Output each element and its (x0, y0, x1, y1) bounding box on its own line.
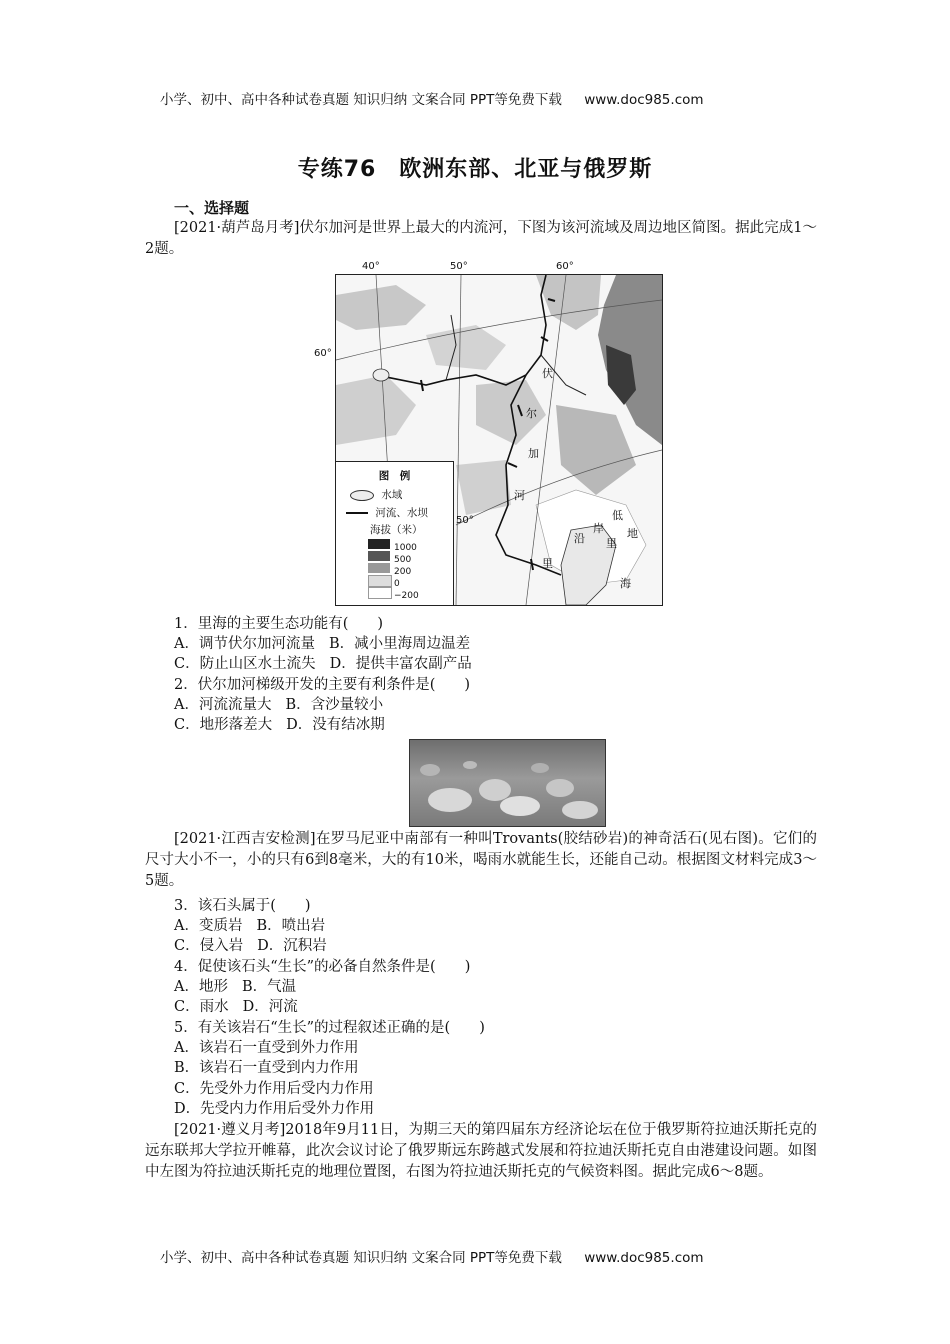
q3-option-c[interactable]: C．侵入岩 (174, 938, 244, 954)
map-legend (336, 461, 454, 605)
lowland-char-3: 低 (612, 509, 623, 522)
q2-option-d[interactable]: D．没有结冰期 (286, 717, 385, 733)
elevation-scale (368, 539, 453, 599)
page-header (160, 88, 704, 108)
footer-text: 小学、初中、高中各种试卷真题 知识归纳 文案合同 PPT等免费下载 (160, 1250, 562, 1266)
elev-swatch-500 (368, 551, 390, 561)
intro-paragraph-1: [2021·葫芦岛月考]伏尔加河是世界上最大的内流河，下图为该河流域及周边地区简图。据此完成1～2题。 (145, 220, 817, 257)
q4-option-a[interactable]: A．地形 (174, 979, 228, 995)
q3-stem: 3．该石头属于( ) (174, 898, 311, 914)
q5-option-b[interactable]: B．该岩石一直受到内力作用 (174, 1060, 359, 1076)
water-swatch (350, 490, 374, 501)
river-swatch (346, 512, 368, 514)
q5-option-a[interactable]: A．该岩石一直受到外力作用 (174, 1040, 359, 1056)
sea-char-2: 海 (620, 577, 631, 590)
lowland-char-2: 岸 (593, 522, 604, 535)
elev-swatch-1000 (368, 539, 390, 549)
q3-options-row1 (174, 916, 339, 936)
intro-paragraph-3: [2021·遵义月考]2018年9月11日，为期三天的第四届东方经济论坛在位于俄罗斯符拉迪沃斯托克的远东联邦大学拉开帷幕，此次会议讨论了俄罗斯远东跨越式发展和符拉迪沃斯托克自由港建设问题。如图中左图为符拉迪沃斯托克的地理位置图，右图为符拉迪沃斯托克的气候资料图。据此完成6～8题。 (145, 1122, 817, 1180)
q1-options-row2 (174, 654, 486, 674)
legend-river: 河流、水坝 (375, 507, 428, 519)
lon-50-label: 50° (450, 261, 468, 272)
page-footer (160, 1246, 704, 1266)
q3-option-d[interactable]: D．沉积岩 (257, 938, 327, 954)
q2-options-row2 (174, 715, 399, 735)
q2-option-c[interactable]: C．地形落差大 (174, 717, 273, 733)
q3-option-b[interactable]: B．喷出岩 (256, 918, 326, 934)
q1-option-d[interactable]: D．提供丰富农副产品 (329, 656, 472, 672)
q5-option-d[interactable]: D．先受内力作用后受外力作用 (174, 1101, 375, 1117)
q4-option-d[interactable]: D．河流 (242, 999, 298, 1015)
river-label-char-1: 伏 (542, 367, 553, 380)
page-title: 专练76 欧洲东部、北亚与俄罗斯 (297, 157, 653, 182)
header-site[interactable]: www.doc985.com (584, 92, 704, 108)
q1-option-a[interactable]: A．调节伏尔加河流量 (174, 636, 315, 652)
section-heading: 一、选择题 (174, 199, 250, 217)
lat-60-label: 60° (314, 348, 332, 359)
q1-stem: 1．里海的主要生态功能有( ) (174, 616, 384, 632)
q5-stem: 5．有关该岩石“生长”的过程叙述正确的是( ) (174, 1020, 485, 1036)
q4-option-c[interactable]: C．雨水 (174, 999, 229, 1015)
lowland-char-1: 沿 (574, 532, 585, 545)
q1-option-b[interactable]: B．减小里海周边温差 (328, 636, 471, 652)
river-label-char-4: 河 (514, 489, 525, 502)
trovants-photo (409, 739, 606, 827)
lowland-char-4: 地 (627, 527, 638, 540)
elev-label-1000: 1000 (394, 543, 417, 553)
header-text: 小学、初中、高中各种试卷真题 知识归纳 文案合同 PPT等免费下载 (160, 92, 562, 108)
legend-title: 图 例 (378, 470, 411, 482)
q4-stem: 4．促使该石头“生长”的必备自然条件是( ) (174, 959, 471, 975)
q4-options-row1 (174, 977, 310, 997)
elev-label-0: 0 (394, 579, 400, 589)
q2-option-a[interactable]: A．河流流量大 (174, 697, 272, 713)
elev-swatch-neg200 (368, 587, 392, 599)
footer-site[interactable]: www.doc985.com (584, 1250, 704, 1266)
q4-option-b[interactable]: B．气温 (241, 979, 297, 995)
elev-label-200: 200 (394, 567, 412, 577)
river-label-char-2: 尔 (526, 407, 537, 420)
q1-options-row1 (174, 634, 484, 654)
intro-paragraph-2: [2021·江西吉安检测]在罗马尼亚中南部有一种叫Trovants(胶结砂岩)的神奇活石(见右图)。它们的尺寸大小不一，小的只有6到8毫米，大的有10米，喝雨水就能生长，还能自己动。根据图文材料完成3～5题。 (145, 831, 817, 889)
lon-40-label: 40° (362, 261, 380, 272)
q3-option-a[interactable]: A．变质岩 (174, 918, 243, 934)
q5-option-c[interactable]: C．先受外力作用后受内力作用 (174, 1081, 374, 1097)
elev-swatch-0 (368, 575, 392, 587)
legend-water: 水域 (381, 489, 403, 501)
elev-swatch-200 (368, 563, 390, 573)
trovants-photo-graphic (410, 740, 605, 826)
q2-stem: 2．伏尔加河梯级开发的主要有利条件是( ) (174, 677, 471, 693)
q2-option-b[interactable]: B．含沙量较小 (285, 697, 384, 713)
river-label-char-3: 加 (528, 447, 539, 460)
q1-option-c[interactable]: C．防止山区水土流失 (174, 656, 316, 672)
lat-50-label: 50° (456, 515, 474, 526)
elev-label-neg200: −200 (394, 591, 419, 601)
lon-60-label: 60° (556, 261, 574, 272)
sea-char-1: 里 (606, 537, 617, 550)
sea-side-label: 里 (542, 557, 553, 570)
elev-label-500: 500 (394, 555, 412, 565)
volga-basin-map (335, 261, 663, 606)
q4-options-row2 (174, 997, 312, 1017)
q2-options-row1 (174, 695, 397, 715)
q3-options-row2 (174, 936, 341, 956)
legend-elev-title: 海拔（米） (370, 524, 423, 536)
